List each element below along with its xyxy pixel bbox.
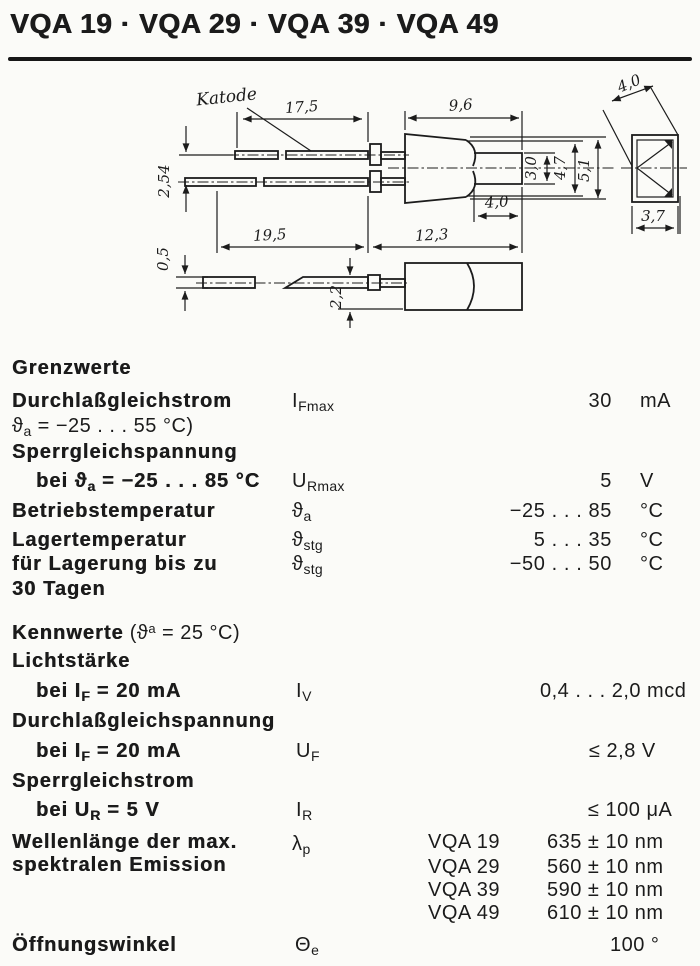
sperrgleichstrom-symbol: $I_R$ xyxy=(296,799,313,823)
grenzwerte-heading: Grenzwerte xyxy=(12,357,132,379)
wellenlaenge-symbol: $\lambda_p$ xyxy=(292,833,311,857)
dim-lead-pitch: 2,54 xyxy=(155,164,173,198)
page-title: VQA 19 · VQA 29 · VQA 39 · VQA 49 xyxy=(10,8,499,39)
lichtstaerke-symbol: $I_V$ xyxy=(296,680,312,704)
dim-lead-th: 0,5 xyxy=(154,247,172,271)
betriebstemperatur-unit: °C xyxy=(640,500,664,522)
dim-body-total-len: 12,3 xyxy=(414,225,449,245)
variant-value: 560 ± 10 nm xyxy=(547,856,664,878)
sperrgleichspannung-value: 5 xyxy=(600,470,612,492)
dim-dome-h: 4,7 xyxy=(551,156,569,180)
betriebstemperatur-label: Betriebstemperatur xyxy=(12,500,216,522)
variant-model: VQA 19 xyxy=(428,831,500,853)
dim-body-h: 5,1 xyxy=(575,158,593,182)
sperrgleichstrom-label: Sperrgleichstrom xyxy=(12,770,195,792)
katode-label: Katode xyxy=(195,84,258,111)
sperrgleichspannung-label: Sperrgleichspannung xyxy=(12,441,238,463)
durchlassgleichstrom-condition: $ϑ_a = -25$ . . . 55 °C) xyxy=(12,415,194,439)
oeffnungswinkel-label: Öffnungswinkel xyxy=(12,934,177,956)
kennwerte-heading: Kennwerte ($ϑ^a = 25$ °C) xyxy=(12,621,241,644)
dim-endview-diag: 4,0 xyxy=(614,70,644,97)
variant-value: 610 ± 10 nm xyxy=(547,902,664,924)
lichtstaerke-condition: bei $I_F = 20$ mA xyxy=(36,680,182,704)
lagertemperatur-value: 5 . . . 35 xyxy=(533,529,612,551)
variant-model: VQA 49 xyxy=(428,902,500,924)
wellenlaenge-label-1: Wellenlänge der max. xyxy=(12,831,238,853)
dim-body-th: 2,2 xyxy=(327,285,345,309)
sperrgleichspannung-condition: bei $ϑ_a = -25$ . . . 85 °C xyxy=(36,470,261,494)
sperrgleichstrom-condition: bei $U_R = 5$ V xyxy=(36,799,160,823)
oeffnungswinkel-value: 100 ° xyxy=(610,934,660,956)
durchlassgleichstrom-label: Durchlaßgleichstrom xyxy=(12,390,232,412)
sperrgleichspannung-symbol: $U_{Rmax}$ xyxy=(292,470,345,494)
dimension-drawing xyxy=(0,55,700,365)
led-side-view xyxy=(203,263,522,310)
betriebstemperatur-value: −25 . . . 85 xyxy=(509,500,612,522)
durchlassgleichspannung-value: ≤ 2,8 V xyxy=(589,740,656,762)
extension-lines xyxy=(176,88,680,309)
lagerung-label: für Lagerung bis zu xyxy=(12,553,218,575)
lagertemperatur-symbol: $ϑ_{stg}$ xyxy=(292,529,324,553)
dimension-lines xyxy=(185,86,674,328)
variant-model: VQA 29 xyxy=(428,856,500,878)
dim-front-len: 4,0 xyxy=(484,192,510,212)
durchlassgleichstrom-unit: mA xyxy=(640,390,671,412)
lagertemperatur-label: Lagertemperatur xyxy=(12,529,187,551)
variant-model: VQA 39 xyxy=(428,879,500,901)
dim-body-len: 9,6 xyxy=(448,95,474,115)
sperrgleichspannung-unit: V xyxy=(640,470,654,492)
dim-bottom-lead-len: 19,5 xyxy=(252,225,287,245)
lagerung-label-2: 30 Tagen xyxy=(12,578,106,600)
variant-value: 635 ± 10 nm xyxy=(547,831,664,853)
durchlassgleichspannung-label: Durchlaßgleichspannung xyxy=(12,710,276,732)
durchlassgleichstrom-symbol: $I_{Fmax}$ xyxy=(292,390,335,414)
lagerung-symbol: $ϑ_{stg}$ xyxy=(292,553,324,577)
lichtstaerke-label: Lichtstärke xyxy=(12,650,131,672)
wellenlaenge-label-2: spektralen Emission xyxy=(12,854,227,876)
lagerung-value: −50 . . . 50 xyxy=(509,553,612,575)
dim-front-h: 3,0 xyxy=(522,156,540,180)
oeffnungswinkel-symbol: $\Theta_e$ xyxy=(295,934,320,958)
durchlassgleichspannung-condition: bei $I_F = 20$ mA xyxy=(36,740,182,764)
dim-top-lead-len: 17,5 xyxy=(284,96,319,118)
betriebstemperatur-symbol: $ϑ_a$ xyxy=(292,500,312,524)
durchlassgleichspannung-symbol: $U_F$ xyxy=(296,740,320,764)
lagerung-unit: °C xyxy=(640,553,664,575)
lagertemperatur-unit: °C xyxy=(640,529,664,551)
durchlassgleichstrom-value: 30 xyxy=(588,390,612,412)
lichtstaerke-value: 0,4 . . . 2,0 mcd xyxy=(540,680,687,702)
dim-endview-w: 3,7 xyxy=(641,207,665,225)
variant-value: 590 ± 10 nm xyxy=(547,879,664,901)
sperrgleichstrom-value: ≤ 100 μA xyxy=(588,799,673,821)
